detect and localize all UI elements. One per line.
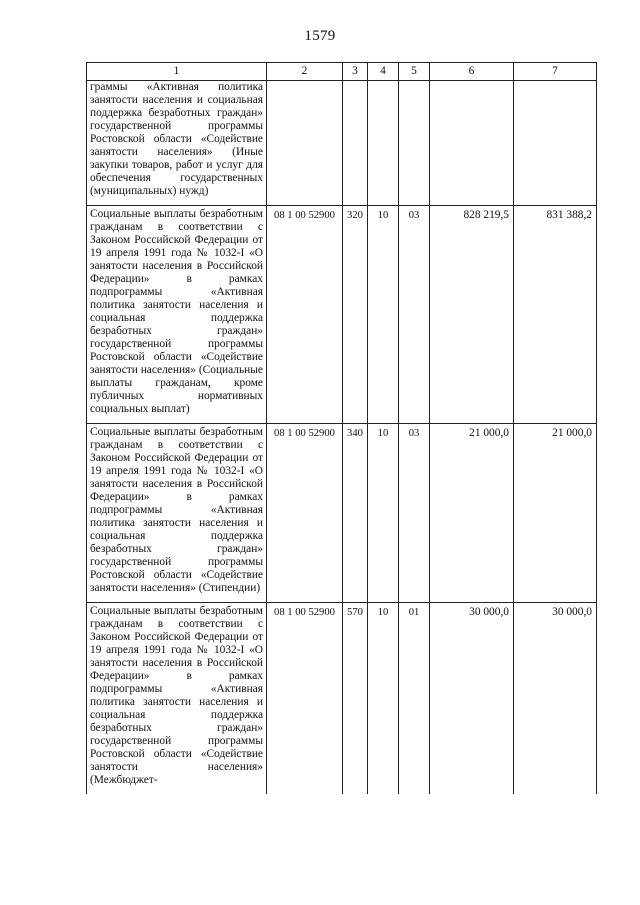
header-col-5: 5 xyxy=(399,63,430,81)
row-sum-2: 21 000,0 xyxy=(514,424,597,603)
row-pr: 03 xyxy=(399,424,430,603)
row-description: Социальные выплаты безработным гражданам в соответствии с Законом Российской Федерации от 19 апреля 1991 года № 1032-I «О занятости населения в Российской Федерации» в рамках подпрограммы «Активная политика занятости населения и социальная поддержка безработных граждан» государственной программы Ростовской области «Содействие занятости населения» (Межбюджет- xyxy=(87,603,267,795)
row-vr: 340 xyxy=(343,424,368,603)
row-sum-2 xyxy=(514,81,597,206)
row-sum-1: 30 000,0 xyxy=(430,603,514,795)
table-row xyxy=(87,424,597,603)
row-pr xyxy=(399,81,430,206)
header-col-6: 6 xyxy=(430,63,514,81)
budget-table xyxy=(86,62,597,794)
header-col-3: 3 xyxy=(343,63,368,81)
header-col-7: 7 xyxy=(514,63,597,81)
row-csr: 08 1 00 52900 xyxy=(267,206,343,424)
header-col-2: 2 xyxy=(267,63,343,81)
row-sum-1: 828 219,5 xyxy=(430,206,514,424)
row-vr: 320 xyxy=(343,206,368,424)
page-number: 1579 xyxy=(304,28,336,44)
row-description: граммы «Активная политика занятости населения и социальная поддержка безработных граждан» государственной программы Ростовской области «Содействие занятости населения» (Иные закупки товаров, работ и услуг для обеспечения государственных (муниципальных) нужд) xyxy=(87,81,267,206)
row-description: Социальные выплаты безработным гражданам в соответствии с Законом Российской Федерации от 19 апреля 1991 года № 1032-I «О занятости населения в Российской Федерации» в рамках подпрограммы «Активная политика занятости населения и социальная поддержка безработных граждан» государственной программы Ростовской области «Содействие занятости населения» (Социальные выплаты гражданам, кроме публичных нормативных социальных выплат) xyxy=(87,206,267,424)
row-pr: 01 xyxy=(399,603,430,795)
table-row xyxy=(87,603,597,795)
row-rz: 10 xyxy=(368,424,399,603)
row-rz: 10 xyxy=(368,603,399,795)
header-col-4: 4 xyxy=(368,63,399,81)
row-rz: 10 xyxy=(368,206,399,424)
row-sum-1 xyxy=(430,81,514,206)
row-pr: 03 xyxy=(399,206,430,424)
table-header-row xyxy=(87,63,597,81)
row-sum-2: 831 388,2 xyxy=(514,206,597,424)
row-description: Социальные выплаты безработным гражданам в соответствии с Законом Российской Федерации от 19 апреля 1991 года № 1032-I «О занятости населения в Российской Федерации» в рамках подпрограммы «Активная политика занятости населения и социальная поддержка безработных граждан» государственной программы Ростовской области «Содействие занятости населения» (Стипендии) xyxy=(87,424,267,603)
row-sum-1: 21 000,0 xyxy=(430,424,514,603)
row-csr: 08 1 00 52900 xyxy=(267,424,343,603)
row-sum-2: 30 000,0 xyxy=(514,603,597,795)
header-col-1: 1 xyxy=(87,63,267,81)
row-vr xyxy=(343,81,368,206)
row-vr: 570 xyxy=(343,603,368,795)
row-rz xyxy=(368,81,399,206)
row-csr: 08 1 00 52900 xyxy=(267,603,343,795)
table-row xyxy=(87,206,597,424)
row-csr xyxy=(267,81,343,206)
table-row xyxy=(87,81,597,206)
